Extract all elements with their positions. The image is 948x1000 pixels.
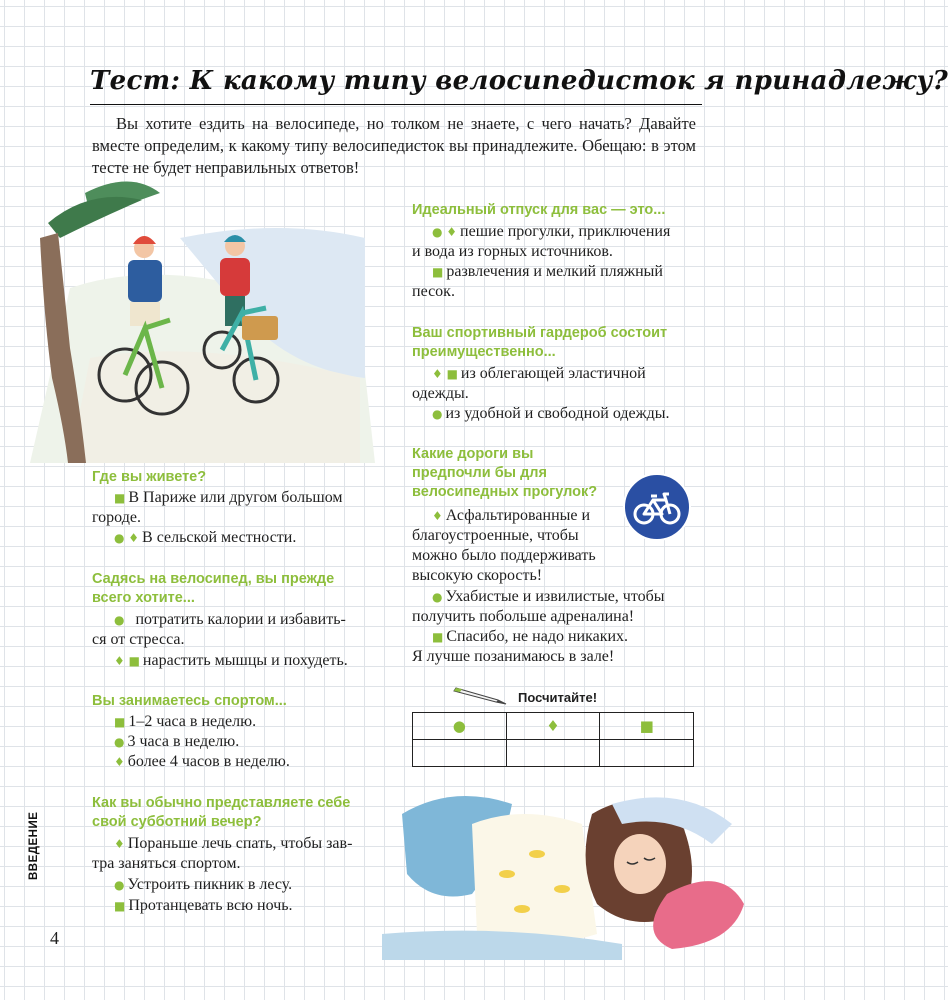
roads-option-1-line-4: высокую скорость! (412, 567, 543, 584)
page-number: 4 (50, 928, 59, 948)
cyclists-illustration (30, 178, 375, 463)
count-table (412, 712, 694, 767)
wardrobe-option-1-line-2: одежды. (412, 385, 469, 402)
intro-paragraph: Вы хотите ездить на велосипеде, но толком не знаете, с чего начать? Давайте вместе определим, к какому типу велосипедисток вы принадлежите. Обещаю: в этом тесте не будет неправильных ответов! (92, 114, 696, 177)
question-roads-title-line-3: велосипедных прогулок? (412, 484, 598, 500)
roads-option-2-line-2: получить побольше адреналина! (412, 608, 635, 625)
question-sport-title: Вы занимаетесь спортом... (92, 693, 287, 709)
live-option-2-line-1: ● ♦ В сельской местности. (114, 529, 297, 546)
option-symbols: ♦ ■ (114, 654, 140, 668)
count-header-square: ■ (600, 713, 694, 740)
sport-option-2: ● 3 часа в неделю. (114, 733, 240, 750)
saturday-option-2: ● Устроить пикник в лесу. (114, 876, 293, 893)
sleeping-girl-illustration (382, 784, 752, 960)
option-symbols: ♦ (114, 755, 125, 769)
wardrobe-option-2-line-1: ● из удобной и свободной одежды. (432, 405, 670, 422)
option-symbols: ● ♦ (114, 531, 140, 545)
option-symbols: ● (114, 613, 125, 627)
option-symbols: ● (432, 407, 443, 421)
saturday-option-3: ■ Протанцевать всю ночь. (114, 897, 293, 914)
section-label: ВВЕДЕНИЕ (28, 811, 40, 880)
question-bike-title-line-2: всего хотите... (92, 590, 195, 606)
vacation-option-1-line-1: ● ♦ пешие прогулки, приключения (432, 223, 671, 240)
question-roads-title-line-2: предпочли бы для (412, 465, 547, 481)
option-symbols: ● (114, 878, 125, 892)
option-symbols: ■ (432, 265, 444, 279)
option-symbols: ■ (114, 715, 126, 729)
page-title: Тест: К какому типу велосипедисток я принадлежу? (90, 66, 948, 96)
roads-option-3-line-1: ■ Спасибо, не надо никаких. (432, 628, 629, 645)
option-symbols: ♦ (114, 837, 125, 851)
option-symbols: ■ (114, 899, 126, 913)
option-symbols: ● (114, 735, 125, 749)
roads-option-3-line-2: Я лучше позанимаюсь в зале! (412, 648, 615, 665)
vacation-option-2-line-1: ■ развлечения и мелкий пляжный (432, 263, 663, 280)
bike-option-1-line-2: ся от стресса. (92, 631, 185, 648)
option-symbols: ♦ (432, 509, 443, 523)
wardrobe-option-1-line-1: ♦ ■ из облегающей эластичной (432, 365, 646, 382)
option-symbols: ♦ ■ (432, 367, 458, 381)
live-option-1-line-2: городе. (92, 509, 141, 526)
count-header-diamond: ♦ (506, 713, 600, 740)
sport-option-3: ♦ более 4 часов в неделю. (114, 753, 290, 770)
saturday-option-1-line-2: тра заняться спортом. (92, 855, 241, 872)
live-option-1-line-1: ■ В Париже или другом большом (114, 489, 343, 506)
count-cell-square[interactable] (600, 740, 694, 767)
bike-option-1-line-1: ● потратить калории и избавить- (114, 611, 346, 628)
count-header-circle: ● (413, 713, 507, 740)
sport-option-1: ■ 1–2 часа в неделю. (114, 713, 257, 730)
count-cell-diamond[interactable] (506, 740, 600, 767)
bicycle-road-sign-icon (622, 472, 692, 542)
option-symbols: ■ (114, 491, 126, 505)
option-symbols: ● ♦ (432, 225, 458, 239)
count-title: Посчитайте! (518, 690, 598, 705)
bike-option-2-line-1: ♦ ■ нарастить мышцы и похудеть. (114, 652, 348, 669)
question-saturday-title-line-2: свой субботний вечер? (92, 814, 262, 830)
pencil-icon (452, 682, 512, 706)
question-vacation-title: Идеальный отпуск для вас — это... (412, 202, 666, 218)
option-symbols: ● (432, 590, 443, 604)
option-symbols: ■ (432, 630, 444, 644)
question-bike-title-line-1: Садясь на велосипед, вы прежде (92, 571, 335, 587)
roads-option-1-line-2: благоустроенные, чтобы (412, 527, 579, 544)
title-underline (90, 104, 702, 105)
question-roads-title-line-1: Какие дороги вы (412, 446, 534, 462)
roads-option-1-line-1: ♦ Асфальтированные и (432, 507, 591, 524)
question-wardrobe-title-line-1: Ваш спортивный гардероб состоит (412, 325, 668, 341)
saturday-option-1-line-1: ♦ Пораньше лечь спать, чтобы зав- (114, 835, 353, 852)
vacation-option-2-line-2: песок. (412, 283, 455, 300)
question-saturday-title-line-1: Как вы обычно представляете себе (92, 795, 351, 811)
roads-option-2-line-1: ● Ухабистые и извилистые, чтобы (432, 588, 665, 605)
question-wardrobe-title-line-2: преимущественно... (412, 344, 556, 360)
vacation-option-1-line-2: и вода из горных источников. (412, 243, 613, 260)
roads-option-1-line-3: можно было поддерживать (412, 547, 596, 564)
question-live-title: Где вы живете? (92, 469, 207, 485)
count-cell-circle[interactable] (413, 740, 507, 767)
